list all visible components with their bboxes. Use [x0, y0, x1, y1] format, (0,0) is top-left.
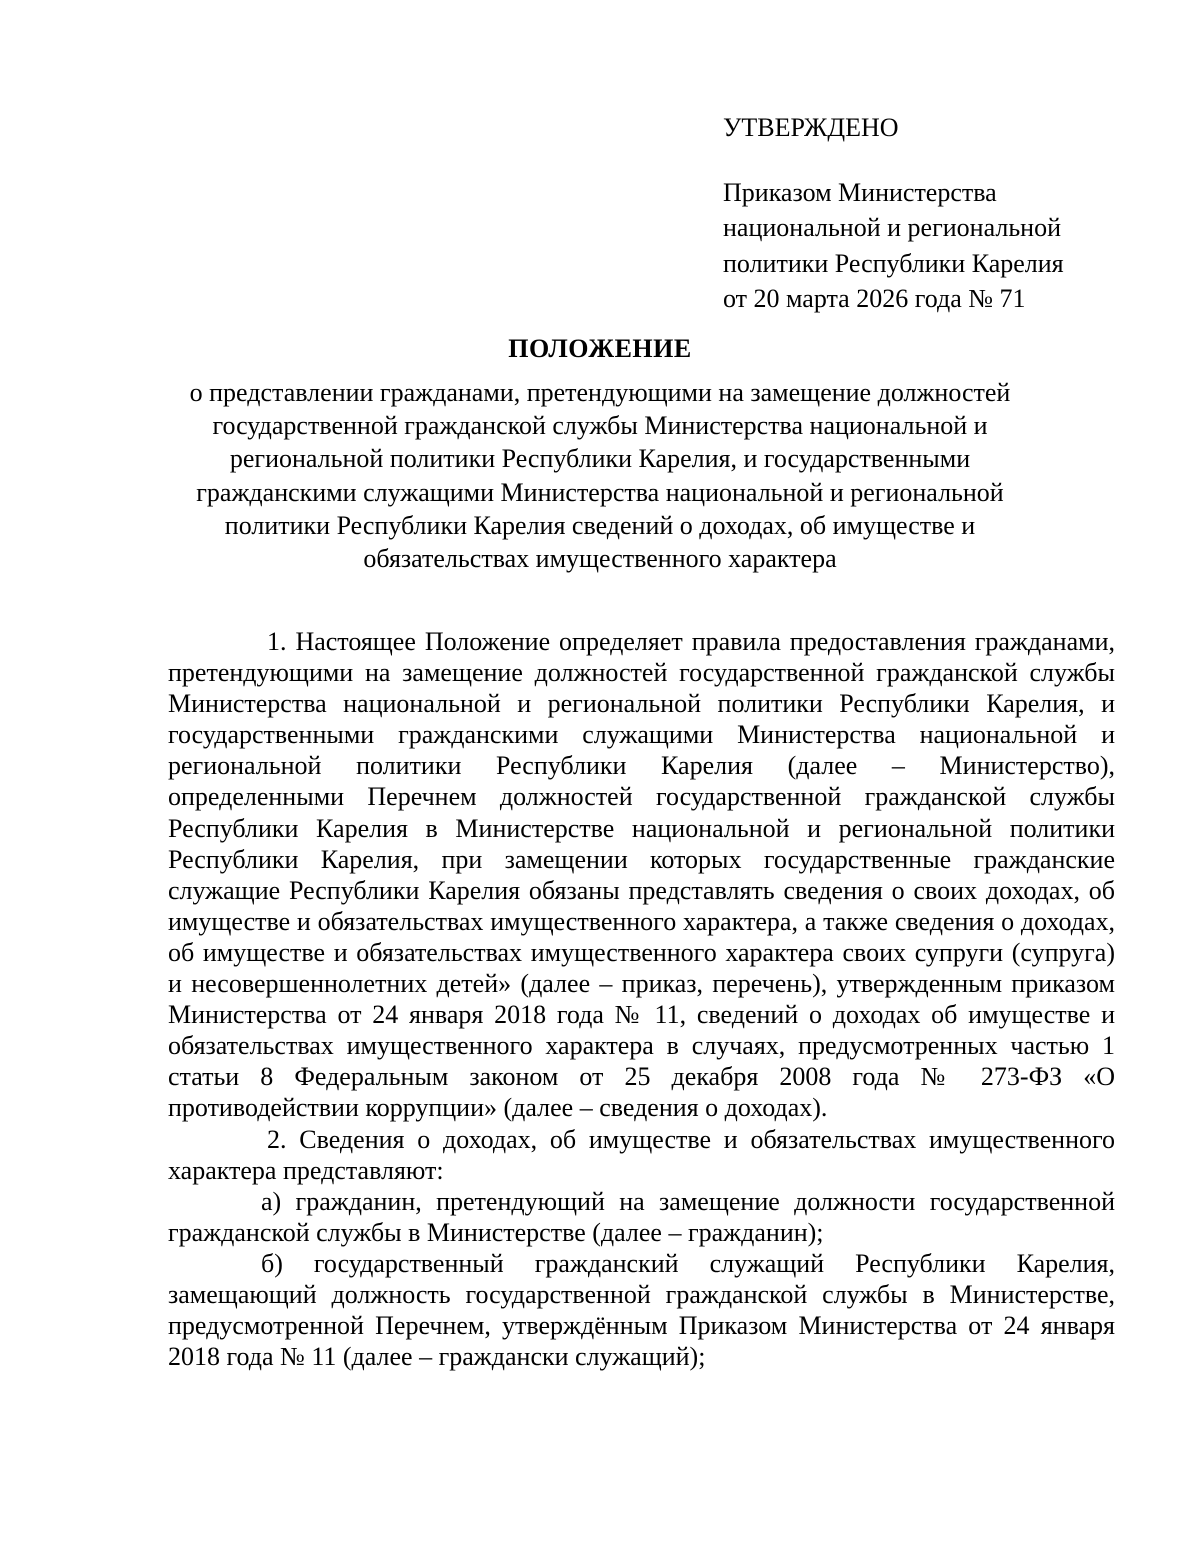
document-title: ПОЛОЖЕНИЕ	[508, 334, 692, 363]
list-item-a: а) гражданин, претендующий на замещение должности государственной гражданской службы в Министерстве (далее – гражданин);	[168, 1186, 1115, 1247]
paragraph-1: 1. Настоящее Положение определяет правила предоставления гражданами, претендующими на замещение должностей государственной гражданской службы Министерства национальной и региональной политики Республики Карелия, и государственными гражданскими служащими Министерства национальной и региональной политики Республики Карелия (далее – Министерство), определенными Перечнем должностей государственной гражданской службы Республики Карелия в Министерстве национальной и региональной политики Республики Карелия, при замещении которых государственные гражданские служащие Республики Карелия обязаны представлять сведения о своих доходах, об имуществе и обязательствах имущественного характера, а также сведения о доходах, об имуществе и обязательствах имущественного характера своих супруги (супруга) и несовершеннолетних детей» (далее – приказ, перечень), утвержденным приказом Министерства от 24 января 2018 года № 11, сведений о доходах об имуществе и обязательствах имущественного характера в случаях, предусмотренных частью 1 статьи 8 Федеральным законом от 25 декабря 2008 года № 273-ФЗ «О противодействии коррупции» (далее – сведения о доходах).	[168, 627, 1115, 1123]
approval-block	[723, 110, 1143, 317]
document-subtitle: о представлении гражданами, претендующими на замещение должностей государственной гражданской службы Министерства национальной и региональной политики Республики Карелия, и государственными гражданскими служащими Министерства национальной и региональной политики Республики Карелия сведений о доходах, об имуществе и обязательствах имущественного характера	[189, 378, 1011, 574]
approval-line-ministry: национальной и региональной	[723, 213, 1061, 242]
list-item-b: б) государственный гражданский служащий Республики Карелия, замещающий должность государственной гражданской службы в Министерстве, предусмотренной Перечнем, утверждённым Приказом Министерства от 24 января 2018 года № 11 (далее – граждански служащий);	[168, 1248, 1115, 1372]
paragraph-2: 2. Сведения о доходах, об имуществе и обязательствах имущественного характера представляют:	[168, 1124, 1115, 1185]
approval-line-order: Приказом Министерства	[723, 177, 997, 207]
document-body	[168, 626, 1115, 1372]
approval-stamp-title: УТВЕРЖДЕНО	[723, 113, 899, 142]
approval-line-policy: политики Республики Карелия	[723, 248, 1064, 278]
approval-line-date: от 20 марта 2026 года № 71	[723, 284, 1026, 313]
